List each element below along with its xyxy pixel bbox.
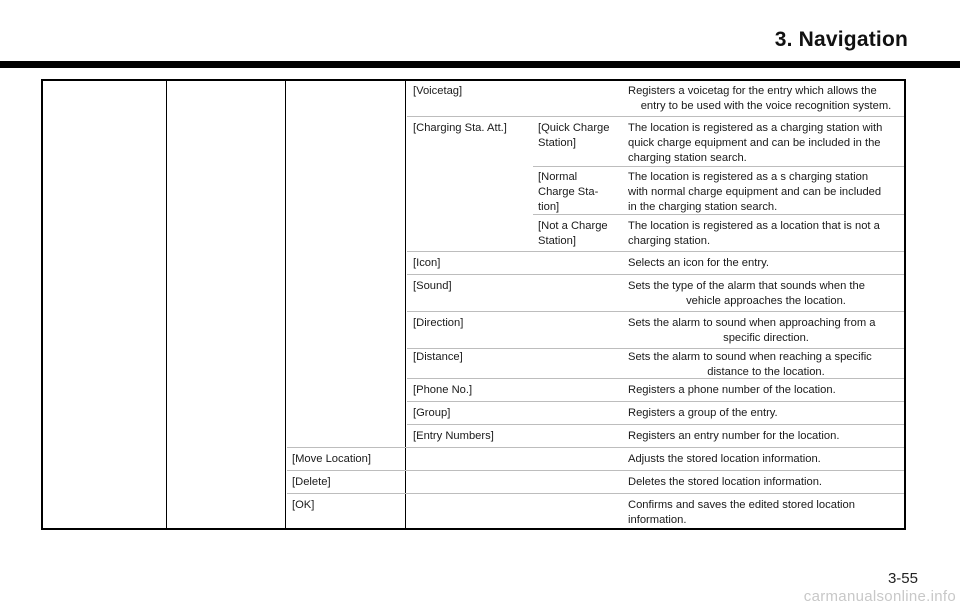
row-separator xyxy=(407,311,904,312)
description-line: Registers a voicetag for the entry which allows the xyxy=(628,85,877,97)
option-description-phone-number: Registers a phone number of the location. xyxy=(628,384,836,396)
option-label-ok: [OK] xyxy=(292,499,315,511)
option-label-distance: [Distance] xyxy=(413,351,463,363)
option-description-voicetag xyxy=(628,84,904,114)
option-label-not-a-charge-station xyxy=(538,219,608,249)
row-separator xyxy=(407,251,904,252)
option-label-icon: [Icon] xyxy=(413,257,441,269)
row-separator xyxy=(533,166,904,167)
label-line: [Quick Charge xyxy=(538,122,610,134)
description-line: The location is registered as a location that is not a xyxy=(628,220,880,232)
option-description-delete: Deletes the stored location information. xyxy=(628,476,823,488)
description-line: information. xyxy=(628,513,687,526)
description-line: quick charge equipment and can be included in the xyxy=(628,136,881,149)
row-separator xyxy=(407,274,904,275)
row-separator xyxy=(407,348,904,349)
label-line: [Normal xyxy=(538,171,578,183)
description-line: Sets the alarm to sound when approaching from a xyxy=(628,317,876,329)
option-label-quick-charge-station xyxy=(538,121,610,151)
option-label-sound: [Sound] xyxy=(413,280,452,292)
page-number: 3-55 xyxy=(887,570,918,587)
description-line: entry to be used with the voice recognition system. xyxy=(640,99,892,112)
row-separator xyxy=(287,447,904,448)
column-divider xyxy=(166,79,167,530)
option-description-ok xyxy=(628,498,904,528)
description-line: specific direction. xyxy=(723,331,809,344)
section-title: 3. Navigation xyxy=(774,28,908,51)
option-label-phone-number: [Phone No.] xyxy=(413,384,473,396)
option-description-icon: Selects an icon for the entry. xyxy=(628,257,769,269)
option-label-move-location: [Move Location] xyxy=(292,453,371,465)
description-line: distance to the location. xyxy=(707,365,825,378)
row-separator xyxy=(407,116,904,117)
description-line: vehicle approaches the location. xyxy=(686,294,846,307)
row-separator xyxy=(287,470,904,471)
option-description-quick-charge-station xyxy=(628,121,904,165)
header-rule xyxy=(0,61,960,68)
description-line: Sets the alarm to sound when reaching a specific xyxy=(628,351,872,363)
label-line: [Not a Charge xyxy=(538,220,608,232)
option-label-charging-station-attribute: [Charging Sta. Att.] xyxy=(413,122,507,134)
description-line: Confirms and saves the edited stored location xyxy=(628,499,855,511)
option-label-direction: [Direction] xyxy=(413,317,464,329)
option-description-not-a-charge-station xyxy=(628,219,904,249)
option-label-delete: [Delete] xyxy=(292,476,331,488)
description-line: in the charging station search. xyxy=(628,200,778,213)
description-line: The location is registered as a charging station with xyxy=(628,122,883,134)
option-description-normal-charge-station xyxy=(628,170,904,214)
description-line: The location is registered as a s charging station xyxy=(628,171,869,183)
description-line: charging station search. xyxy=(628,151,747,164)
option-description-distance xyxy=(628,350,904,380)
option-description-move-location: Adjusts the stored location information. xyxy=(628,453,821,465)
row-separator xyxy=(407,424,904,425)
label-line: Station] xyxy=(538,234,576,247)
label-line: tion] xyxy=(538,200,560,213)
label-line: Station] xyxy=(538,136,576,149)
option-description-direction xyxy=(628,316,904,346)
option-label-voicetag: [Voicetag] xyxy=(413,85,463,97)
description-line: Sets the type of the alarm that sounds when the xyxy=(628,280,865,292)
option-label-entry-numbers: [Entry Numbers] xyxy=(413,430,494,442)
column-divider xyxy=(405,79,406,530)
option-label-normal-charge-station xyxy=(538,170,598,214)
watermark: carmanualsonline.info xyxy=(803,588,956,605)
label-line: Charge Sta- xyxy=(538,185,599,198)
row-separator xyxy=(287,493,904,494)
description-line: with normal charge equipment and can be included xyxy=(628,185,882,198)
column-divider xyxy=(285,79,286,530)
description-line: charging station. xyxy=(628,234,711,247)
option-description-sound xyxy=(628,279,904,309)
option-description-entry-numbers: Registers an entry number for the location. xyxy=(628,430,840,442)
option-description-group: Registers a group of the entry. xyxy=(628,407,778,419)
option-label-group: [Group] xyxy=(413,407,451,419)
row-separator xyxy=(407,401,904,402)
